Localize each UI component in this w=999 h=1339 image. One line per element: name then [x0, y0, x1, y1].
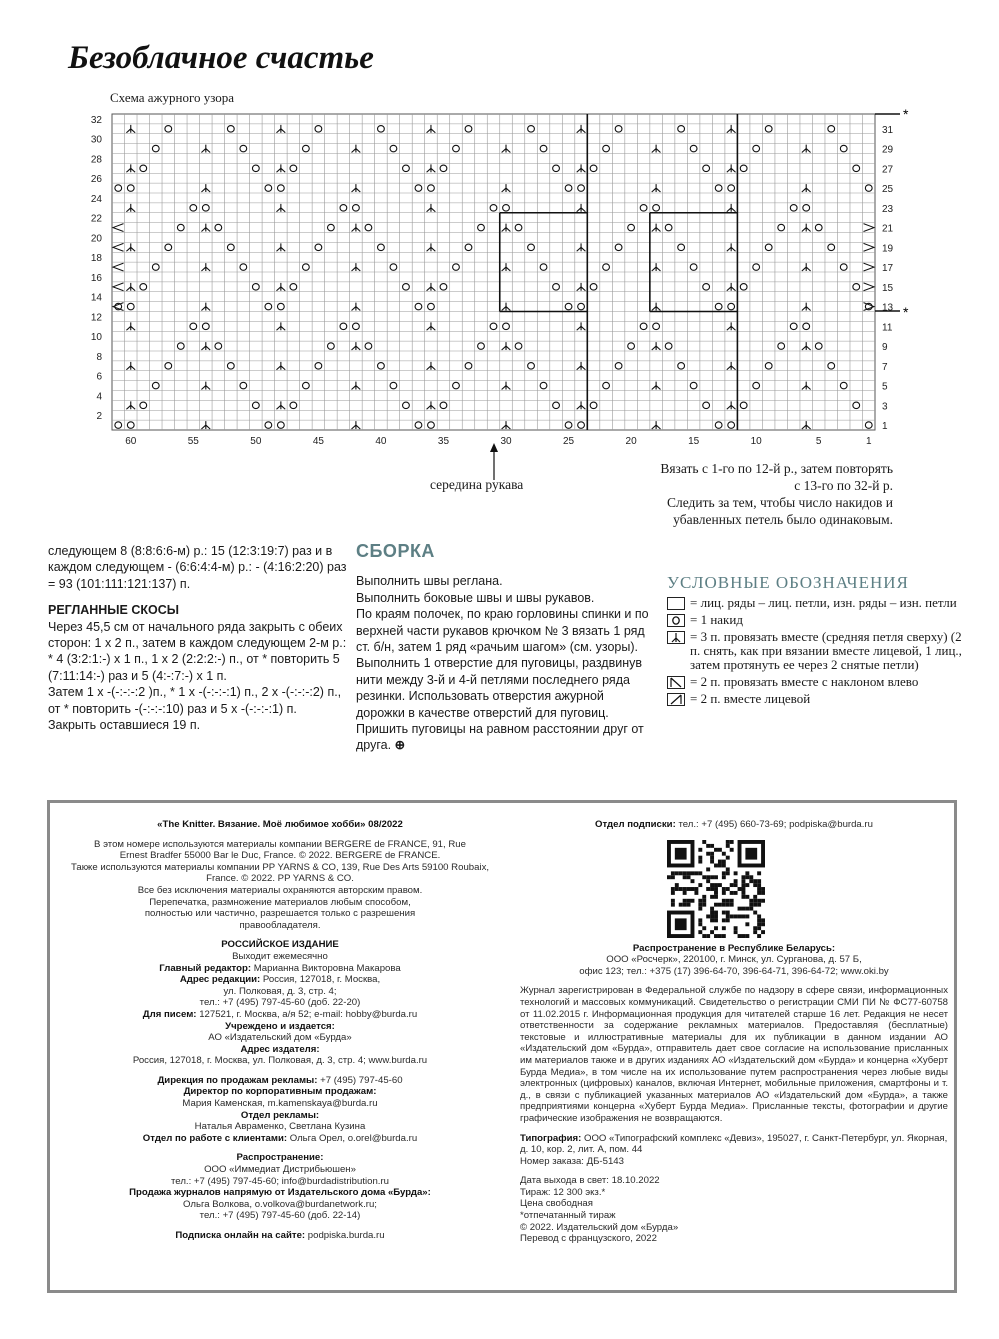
row-label: 20 — [90, 233, 102, 245]
printing-text: ООО «Типографский комплекс «Девиз», 195027, г. Санкт-Петербург, ул. Якорная, д. 10, кор. 2, лит. А, пом. 44 — [520, 1132, 948, 1156]
column-label: 25 — [562, 436, 575, 447]
three-together-center-icon — [667, 631, 685, 644]
repeat-line: Следить за тем, чтобы число накидов и — [667, 495, 893, 510]
repeat-line: Вязать с 1-го по 12-й р., затем повторять — [660, 461, 893, 476]
column-label: 20 — [625, 436, 637, 447]
left-row-labels — [91, 115, 103, 422]
column-label: 30 — [500, 436, 512, 447]
row-label: 18 — [90, 253, 102, 265]
legend-title: УСЛОВНЫЕ ОБОЗНАЧЕНИЯ — [667, 573, 909, 592]
empty-square-icon — [667, 597, 685, 610]
row-label: 31 — [882, 124, 894, 136]
left-slant-decrease-icon — [667, 676, 685, 689]
row-label: 10 — [90, 332, 102, 344]
release-date: Дата выхода в свет: 18.10.2022 — [520, 1175, 660, 1187]
online-subscription-label: Подписка онлайн на сайте: — [175, 1230, 306, 1241]
distribution-contacts: тел.: +7 (495) 797-45-60; info@burdadistribution.ru — [171, 1175, 389, 1187]
row-label: 29 — [882, 144, 894, 156]
yarn-over-icon — [667, 614, 685, 627]
row-label: 26 — [90, 174, 102, 186]
printing-label: Типография: — [520, 1132, 582, 1144]
row-label: 14 — [90, 292, 102, 304]
column-label: 35 — [437, 436, 450, 447]
founder-label: Учреждено и издается: — [225, 1020, 335, 1032]
row-label: 22 — [90, 213, 102, 225]
qr-code-icon[interactable] — [667, 840, 765, 938]
legend — [667, 573, 967, 706]
assembly-heading: СБОРКА — [356, 541, 435, 561]
row-label: 21 — [882, 223, 894, 235]
price: Цена свободная — [520, 1198, 593, 1210]
publisher-address-label: Адрес издателя: — [240, 1043, 320, 1055]
chart-caption: Схема ажурного узора — [110, 90, 235, 105]
row-label: 19 — [882, 243, 894, 255]
legend-text: = 2 п. провязать вместе с наклоном влево — [690, 674, 919, 689]
assembly-paragraph: Выполнить швы реглана. — [356, 574, 503, 589]
row-label: 28 — [90, 154, 102, 166]
row-label: 16 — [90, 272, 102, 284]
corporate-contact: Мария Каменская, m.kamenskaya@burda.ru — [182, 1098, 378, 1110]
ads-contact: Наталья Авраменко, Светлана Кузина — [194, 1121, 366, 1133]
column-label: 50 — [250, 436, 262, 447]
middle-arrow-head — [490, 443, 498, 452]
legend-item — [667, 613, 967, 627]
address-text: ул. Полковая, д. 3, стр. 4; — [223, 985, 337, 997]
column-label: 10 — [750, 436, 762, 447]
imprint-box — [47, 800, 957, 1293]
address-label: Адрес редакции: — [179, 974, 261, 986]
row-label: 8 — [96, 351, 102, 363]
row-label: 27 — [882, 164, 894, 176]
raglan-paragraph: Через 45,5 см от начального ряда закрыть с обеих сторон: 1 х 2 п., затем в каждом следующем 2-м р.: * 4 (3:2:1:-) х 1 п., 1 х 2 (2:2:2:-) п., от * повторить 5 (7:11:14:-) раз и 5 (4:-:7:-) х 1 п. — [48, 619, 347, 683]
imprint-left — [70, 817, 490, 1242]
left-column — [48, 543, 348, 733]
editorial-phone: тел.: +7 (495) 797-45-60 (доб. 22-20) — [199, 997, 361, 1009]
end-mark-icon: ⊕ — [394, 738, 406, 753]
subscription-label: Отдел подписки: — [595, 819, 676, 830]
distribution-company: ООО «Иммедиат Дистрибьюшен» — [204, 1164, 356, 1176]
legend-text: = 2 п. вместе лицевой — [690, 691, 811, 706]
assembly-paragraph: По краям полочек, по краю горловины спинки и по верхней части рукавов крючком № 3 вязать 1 ряд ст. б/н, затем 1 ряд «рачьим шагом» (см. узоры). — [356, 607, 649, 655]
repeat-line: с 13-го по 32-й р. — [794, 478, 893, 493]
page-title: Безоблачное счастье — [68, 40, 374, 76]
row-label: 2 — [96, 411, 102, 423]
editor-name: Марианна Викторовна Макарова — [253, 962, 401, 974]
circulation: Тираж: 12 300 экз.* — [520, 1186, 606, 1198]
row-label: 25 — [882, 184, 894, 196]
knit-two-together-icon — [667, 693, 685, 706]
row-label: 15 — [882, 282, 894, 294]
letters-text: 127521, г. Москва, а/я 52; e-mail: hobby@burda.ru — [199, 1008, 418, 1020]
translation-note: Перевод с французского, 2022 — [520, 1233, 657, 1245]
order-number: Номер заказа: ДБ-5143 — [520, 1155, 624, 1167]
printed-note: *отпечатанный тираж — [520, 1210, 616, 1222]
assembly-paragraph-text: Выполнить 1 отверстие для пуговицы, раздвинув нити между 3-й и 4-й петлями последнего ряда резинки. Использовать отверстия ажурной дорожки в качестве отверстий для пуговиц. Пришить пуговицы на равном расстоянии друг от друга. — [356, 656, 644, 753]
direct-sales-label: Продажа журналов напрямую от Издательского дома «Бурда»: — [129, 1187, 431, 1199]
column-label: 45 — [312, 436, 324, 447]
row-label: 30 — [90, 134, 102, 146]
column-label: 55 — [187, 436, 199, 447]
corporate-label: Директор по корпоративным продажам: — [183, 1086, 377, 1098]
row-label: 5 — [882, 381, 888, 393]
continued-text: следующем 8 (8:8:6:6-м) р.: 15 (12:3:19:7) раз и в каждом следующем - (6:6:4:4-м) р.: - (4:16:2:20) раз = 93 (101:111:121:137) п. — [48, 544, 347, 591]
legend-item — [667, 692, 967, 706]
publisher-address: Россия, 127018, г. Москва, ул. Полковая, д. 3, стр. 4; www.burda.ru — [132, 1055, 428, 1067]
rights-text: Перепечатка, размножение материалов любым способом, полностью или частично, разрешается только с разрешения правообладателя. — [144, 896, 416, 931]
row-label: 9 — [882, 342, 888, 354]
column-label: 15 — [688, 436, 700, 447]
copyright: © 2022. Издательский дом «Бурда» — [520, 1221, 679, 1233]
direct-sales-phone: тел.: +7 (495) 797-45-60 (доб. 22-14) — [199, 1210, 361, 1222]
column-label: 1 — [865, 436, 872, 447]
belarus-text: офис 123; тел.: +375 (17) 396-64-70, 396-64-71, 396-64-72; www.oki.by — [579, 965, 889, 977]
column-label: 60 — [125, 436, 137, 447]
legend-text: = лиц. ряды – лиц. петли, изн. ряды – изн. петли — [690, 595, 957, 610]
column-labels — [125, 436, 872, 447]
rights-text: В этом номере используются материалы компании BERGERE de FRANCE, 91, Rue Ernest Bradfer 55000 Bar le Duc, France. © 2022. BERGERE de FRANCE. — [94, 838, 466, 862]
row-label: 24 — [90, 193, 102, 205]
right-row-labels — [882, 125, 894, 432]
founder-text: АО «Издательский дом «Бурда» — [208, 1032, 352, 1044]
magazine-name: «The Knitter. Вязание. Моё любимое хобби» 08/2022 — [157, 819, 403, 830]
row-label: 32 — [90, 114, 102, 126]
editor-label: Главный редактор: — [159, 962, 252, 974]
subscription-contact: тел.: +7 (495) 660-73-69; podpiska@burda.ru — [678, 819, 873, 830]
raglan-paragraph: Закрыть оставшиеся 19 п. — [48, 718, 201, 733]
row-label: 13 — [882, 302, 894, 314]
lace-chart — [0, 105, 999, 500]
row-label: 3 — [882, 401, 888, 413]
registration-text: Журнал зарегистрирован в Федеральной службе по надзору в сфере связи, информационных технологий и массовых коммуникаций. Свидетельство о регистрации СМИ ПИ № ФС77-60758 от 11.02.2015 г. Информационная продукция для читателей старше 16 лет. Редакция не несет ответственности за содержание рекламных материалов. Предоставляя (бесплатные) текстовые и иллюстративные материалы для их публикации в данном издании АО «Издательский дом «Бурда», отправитель дает свое согласие на использование присланных им материалов также и в других изданиях АО «Издательский дом «Бурда» и концерна «Хуберт Бурда Медиа», в том числе на их использование путем распространения через любые виды электронных (цифровых) каналов, включая Интернет, мобильные приложения, смартфоны и т. д., в связи с публикацией указанных материалов АО «Издательский дом «Бурда», а также предприятиями концерна «Хуберт Бурда Медиа». Присланные тексты, фотографии и другие графические изображения не возвращаются. — [520, 985, 948, 1124]
legend-item — [667, 630, 967, 672]
raglan-heading: РЕГЛАННЫЕ СКОСЫ — [48, 603, 179, 618]
direct-sales-contact: Ольга Волкова, o.volkova@burdanetwork.ru; — [183, 1198, 377, 1210]
sales-label: Дирекция по продажам рекламы: — [157, 1074, 318, 1086]
belarus-label: Распространение в Республике Беларусь: — [632, 942, 836, 954]
online-subscription-link[interactable]: podpiska.burda.ru — [307, 1230, 385, 1241]
repeat-line: убавленных петель было одинаковым. — [673, 512, 893, 527]
row-label: 11 — [882, 322, 893, 334]
column-label: 5 — [815, 436, 822, 447]
assembly-column — [356, 543, 656, 754]
row-label: 1 — [882, 421, 888, 433]
sales-phone: +7 (495) 797-45-60 — [320, 1074, 403, 1086]
clients-label: Отдел по работе с клиентами: — [142, 1132, 288, 1144]
legend-text: = 1 накид — [690, 612, 743, 627]
row-label: 4 — [96, 391, 102, 403]
legend-item — [667, 675, 967, 689]
ads-label: Отдел рекламы: — [240, 1109, 320, 1121]
raglan-paragraph: Затем 1 х -(-:-:-:2 )п., * 1 х -(-:-:-:1) п., 2 х -(-:-:-:2) п., от * повторить -(-:-:-:10) раз и 5 х -(-:-:-:1) п. — [48, 685, 342, 716]
column-label: 40 — [375, 436, 387, 447]
row-label: 6 — [96, 371, 102, 383]
middle-sleeve-label: середина рукава — [430, 477, 524, 492]
repeat-instructions — [540, 460, 893, 528]
legend-text: = 3 п. провязать вместе (средняя петля сверху) (2 п. снять, как при вязании вместе лицевой, 1 лиц., затем протянуть ее через 2 снятые петли) — [690, 629, 962, 672]
repeat-mark-top: * — [903, 106, 909, 122]
row-label: 23 — [882, 203, 894, 215]
legend-item — [667, 596, 967, 610]
ru-edition-heading: РОССИЙСКОЕ ИЗДАНИЕ — [221, 939, 339, 951]
address-text: Россия, 127018, г. Москва, — [262, 974, 381, 986]
rights-text: Также используются материалы компании PP YARNS & CO, 139, Rue Des Arts 59100 Roubaix, France. © 2022. PP YARNS & CO. — [70, 861, 490, 885]
row-label: 17 — [882, 263, 894, 275]
row-label: 12 — [90, 312, 102, 324]
row-label: 7 — [882, 361, 888, 373]
monthly-text: Выходит ежемесячно — [232, 950, 328, 962]
repeat-mark-bottom: * — [903, 304, 909, 320]
belarus-text: ООО «Росчерк», 220100, г. Минск, ул. Сурганова, д. 57 Б, — [606, 954, 862, 966]
chart-grid — [112, 114, 875, 430]
rights-text: Все без исключения материалы охраняются авторским правом. — [137, 884, 423, 896]
distribution-label: Распространение: — [236, 1152, 324, 1164]
letters-label: Для писем: — [142, 1008, 197, 1020]
assembly-paragraph: Выполнить боковые швы и швы рукавов. — [356, 590, 595, 605]
clients-contact: Ольга Орел, o.orel@burda.ru — [289, 1132, 418, 1144]
assembly-paragraph — [356, 655, 656, 753]
